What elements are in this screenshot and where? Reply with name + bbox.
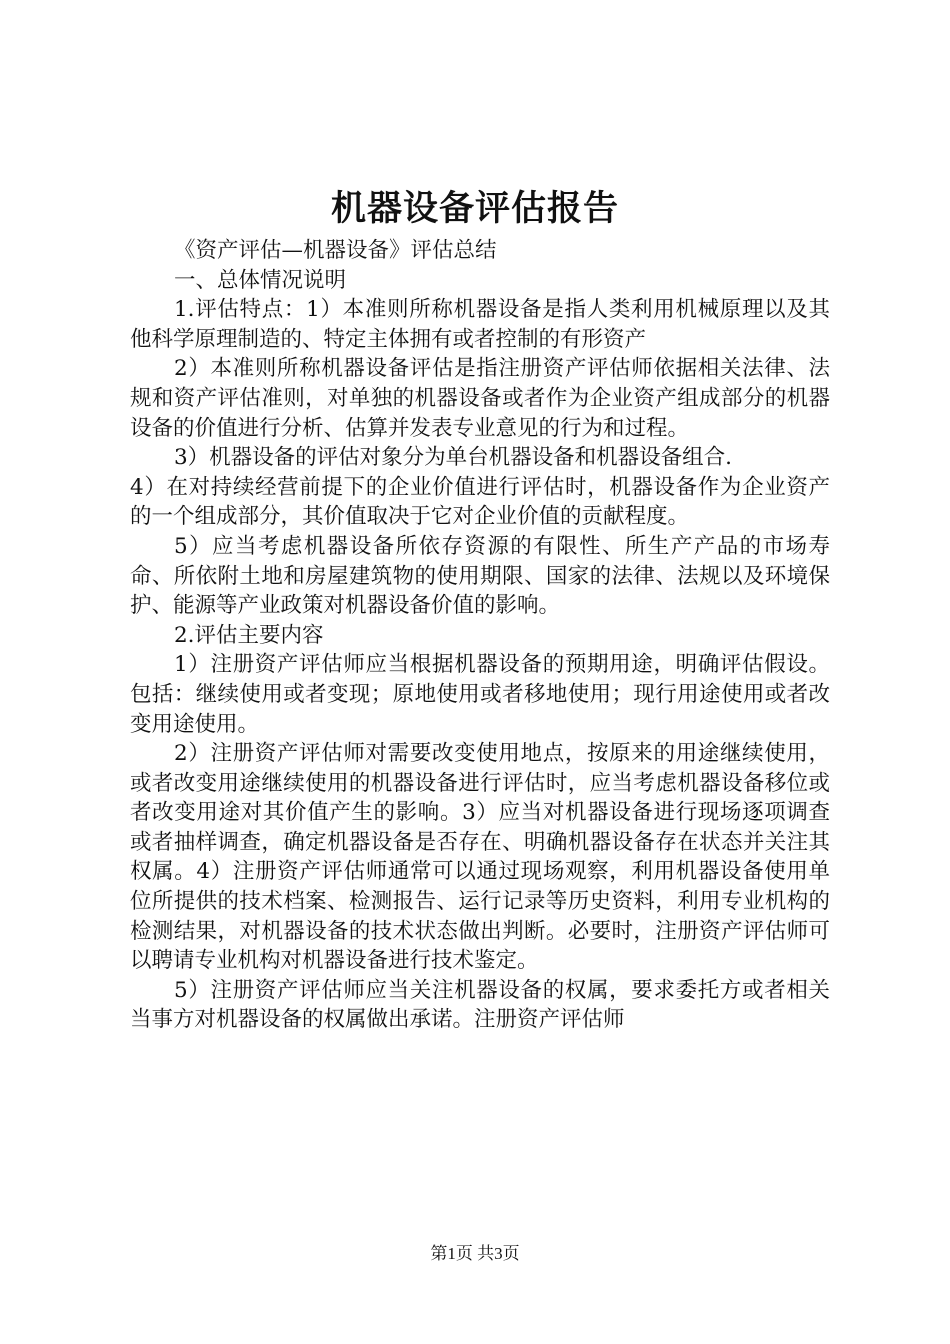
paragraph: 1.评估特点：1）本准则所称机器设备是指人类利用机械原理以及其他科学原理制造的、特定主体拥有或者控制的有形资产	[130, 297, 830, 352]
paragraph: 2）注册资产评估师对需要改变使用地点，按原来的用途继续使用，或者改变用途继续使用的机器设备进行评估时，应当考虑机器设备移位或者改变用途对其价值产生的影响。3）应当对机器设备进行现场逐项调查或者抽样调查，确定机器设备是否存在、明确机器设备存在状态并关注其权属。4）注册资产评估师通常可以通过现场观察，利用机器设备使用单位所提供的技术档案、检测报告、运行记录等历史资料，利用专业机构的检测结果，对机器设备的技术状态做出判断。必要时，注册资产评估师可以聘请专业机构对机器设备进行技术鉴定。	[130, 741, 830, 974]
document-body	[130, 236, 830, 1035]
paragraph: 2）本准则所称机器设备评估是指注册资产评估师依据相关法律、法规和资产评估准则，对单独的机器设备或者作为企业资产组成部分的机器设备的价值进行分析、估算并发表专业意见的行为和过程。	[130, 356, 830, 441]
paragraph: 4）在对持续经营前提下的企业价值进行评估时，机器设备作为企业资产的一个组成部分，其价值取决于它对企业价值的贡献程度。	[130, 474, 830, 530]
page-number-footer: 第1页 共3页	[430, 1244, 520, 1263]
section-heading-main-content: 2.评估主要内容	[174, 622, 324, 648]
document-title: 机器设备评估报告	[330, 188, 619, 229]
paragraph-subtitle: 《资产评估—机器设备》评估总结	[174, 238, 497, 263]
paragraph: 5）注册资产评估师应当关注机器设备的权属，要求委托方或者相关当事方对机器设备的权属做出承诺。注册资产评估师	[130, 977, 830, 1033]
paragraph: 5）应当考虑机器设备所依存资源的有限性、所生产产品的市场寿命、所依附土地和房屋建筑物的使用期限、国家的法律、法规以及环境保护、能源等产业政策对机器设备价值的影响。	[130, 533, 830, 619]
paragraph: 1）注册资产评估师应当根据机器设备的预期用途，明确评估假设。包括：继续使用或者变现；原地使用或者移地使用；现行用途使用或者改变用途使用。	[130, 652, 830, 737]
section-heading-overview: 一、总体情况说明	[174, 267, 347, 293]
paragraph: 3）机器设备的评估对象分为单台机器设备和机器设备组合.	[174, 445, 733, 471]
